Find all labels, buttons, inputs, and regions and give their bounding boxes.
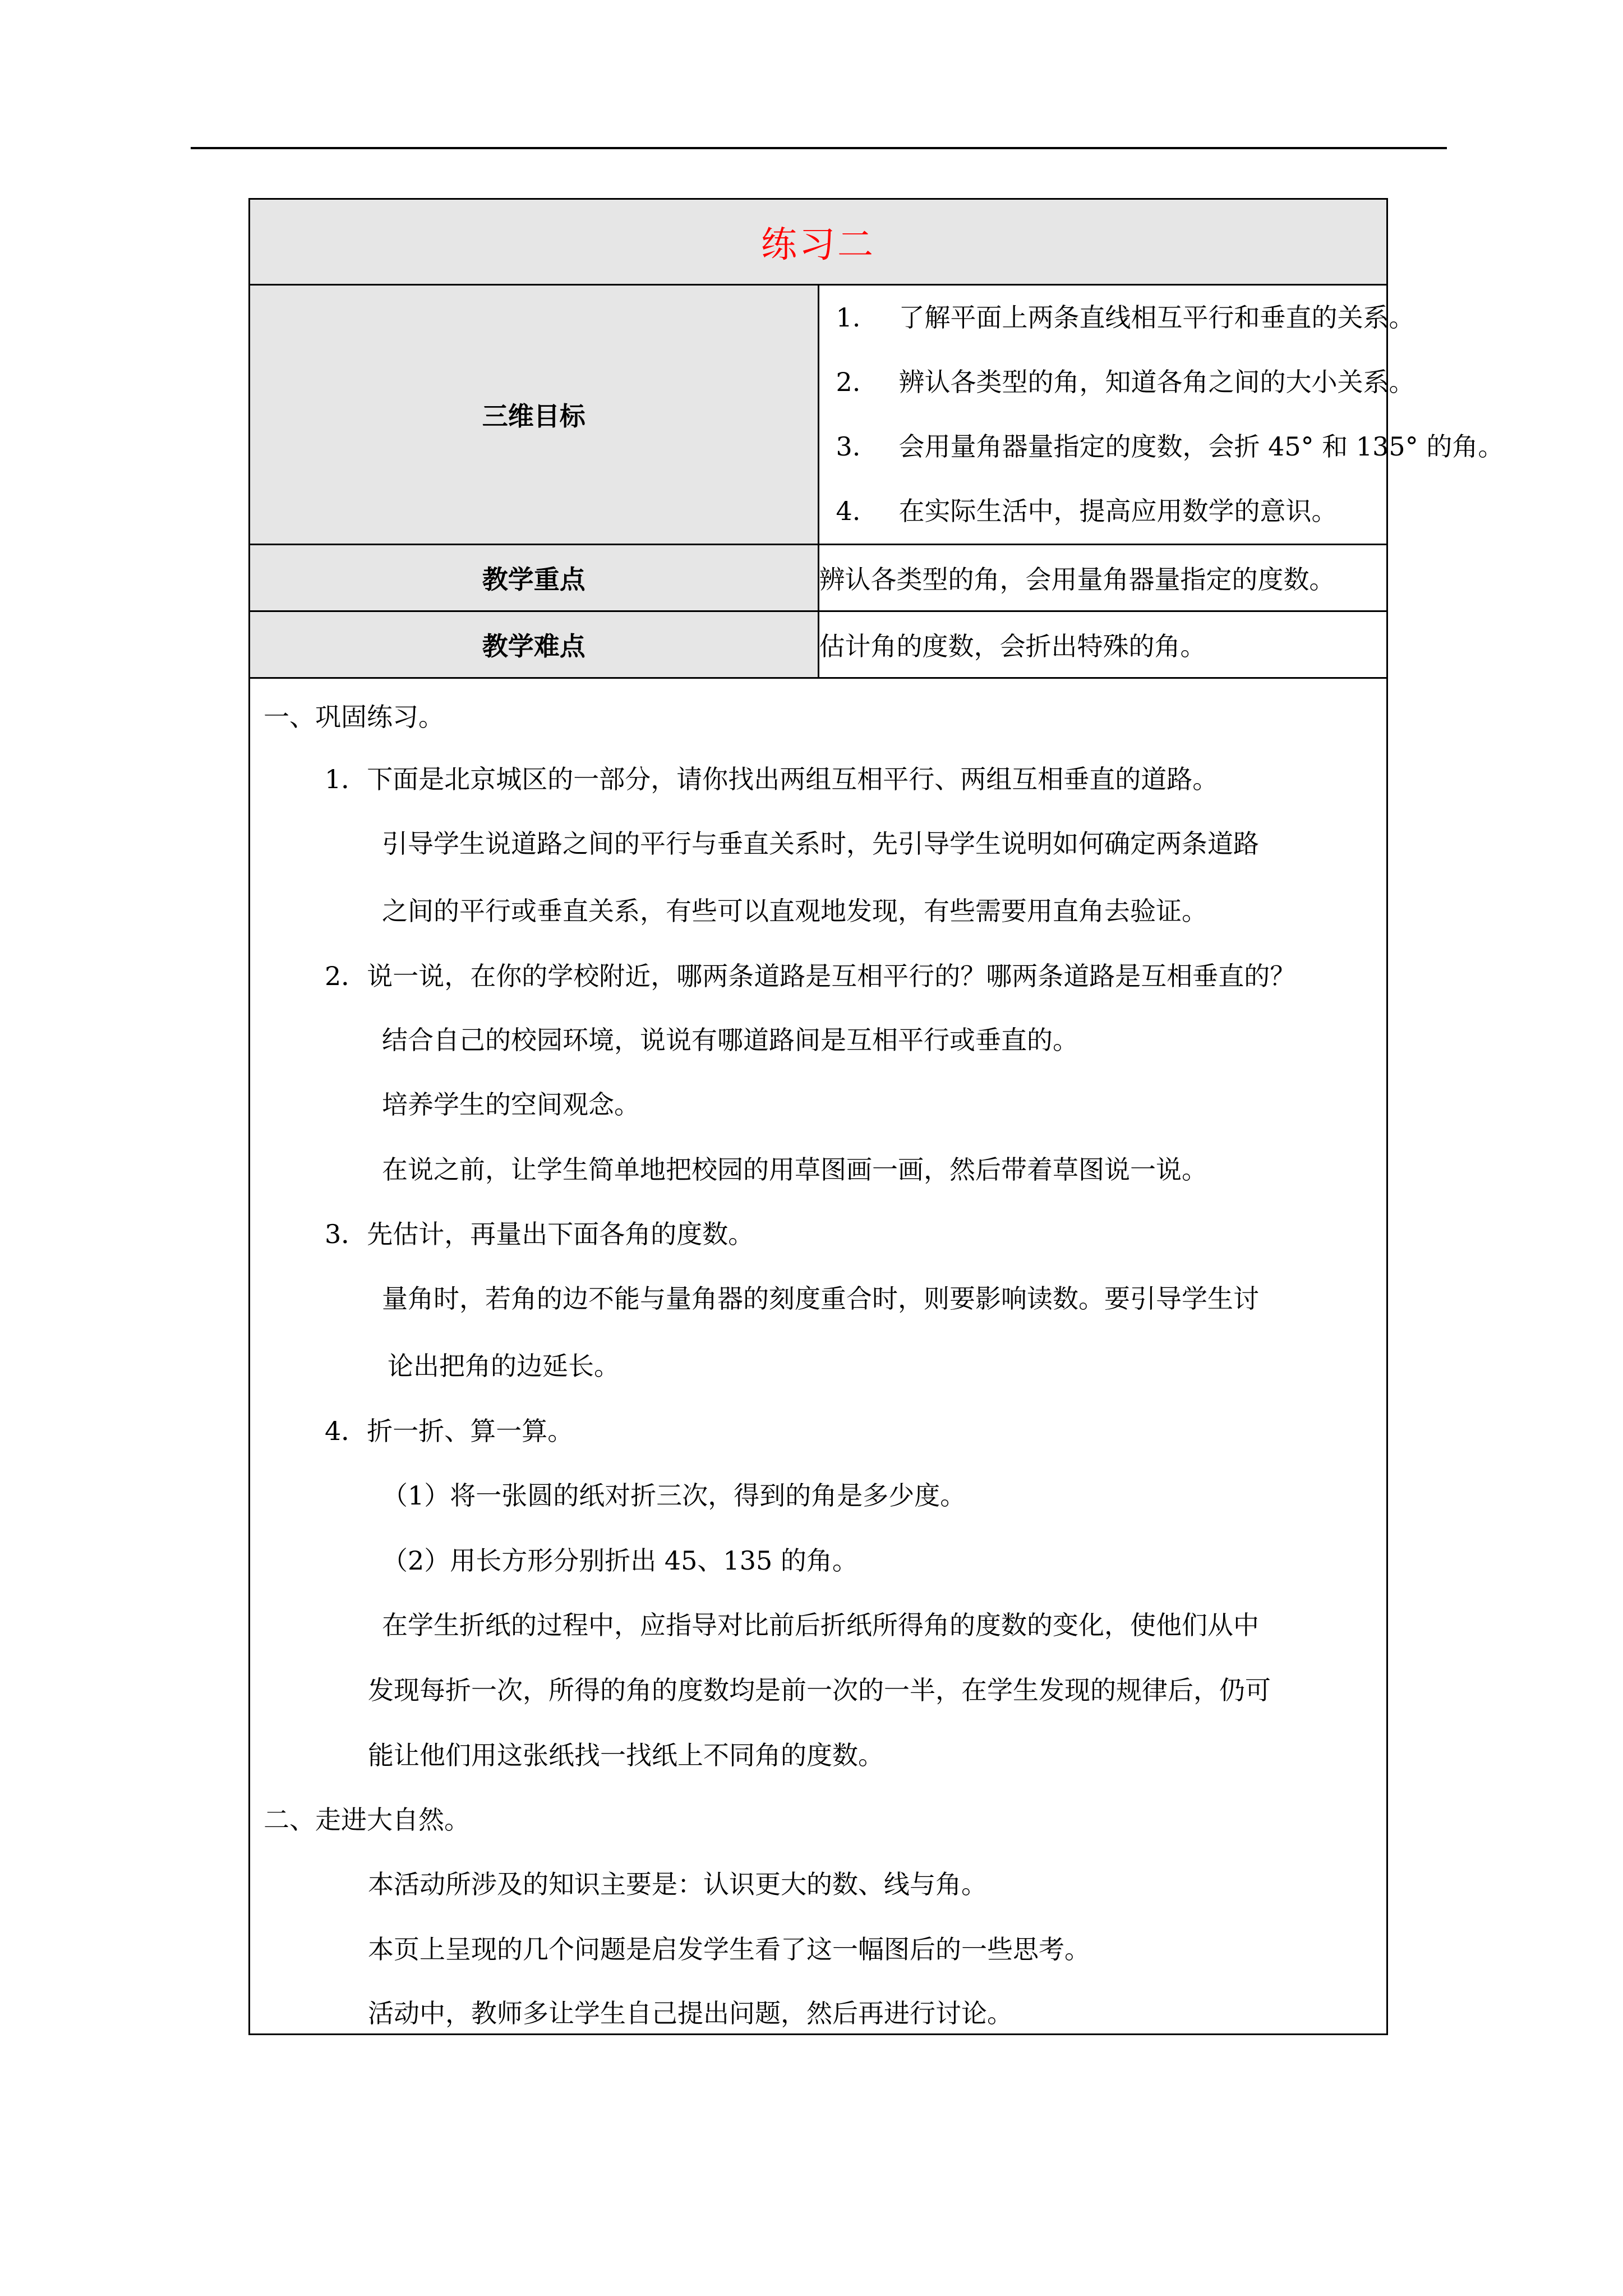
goal-number: 2. xyxy=(836,367,861,397)
body-paragraph: 之间的平行或垂直关系，有些可以直观地发现，有些需要用直角去验证。 xyxy=(382,896,1207,926)
lesson-body xyxy=(250,678,1387,2035)
goal-item xyxy=(819,286,1415,350)
goals-label: 三维目标 xyxy=(250,285,819,545)
header-rule xyxy=(191,147,1447,149)
difficulty-label: 教学难点 xyxy=(250,611,819,678)
body-paragraph: 发现每折一次，所得的角的度数均是前一次的一半，在学生发现的规律后，仍可 xyxy=(368,1675,1271,1705)
goal-text: 了解平面上两条直线相互平行和垂直的关系。 xyxy=(898,302,1415,333)
exercise-item: 2．说一说，在你的学校附近，哪两条道路是互相平行的？哪两条道路是互相垂直的？ xyxy=(325,961,1296,991)
body-paragraph: 结合自己的校园环境，说说有哪道路间是互相平行或垂直的。 xyxy=(382,1025,1078,1055)
section-heading: 二、走进大自然。 xyxy=(264,1805,470,1835)
body-paragraph: 本页上呈现的几个问题是启发学生看了这一幅图后的一些思考。 xyxy=(368,1934,1090,1964)
exercise-item: 1．下面是北京城区的一部分，请你找出两组互相平行、两组互相垂直的道路。 xyxy=(325,764,1219,794)
sub-item: （1）将一张圆的纸对折三次，得到的角是多少度。 xyxy=(382,1480,966,1511)
key-point-text: 辨认各类型的角，会用量角器量指定的度数。 xyxy=(818,545,1387,611)
lesson-table xyxy=(248,198,1504,2035)
goal-number: 3. xyxy=(836,431,861,462)
goal-item xyxy=(819,479,1387,544)
goal-number: 1. xyxy=(836,302,861,333)
body-paragraph: 本活动所涉及的知识主要是：认识更大的数、线与角。 xyxy=(368,1869,987,1899)
body-paragraph: 在学生折纸的过程中，应指导对比前后折纸所得角的度数的变化，使他们从中 xyxy=(382,1610,1259,1640)
goal-text: 会用量角器量指定的度数，会折 45° 和 135° 的角。 xyxy=(898,431,1504,462)
sub-item: （2）用长方形分别折出 45、135 的角。 xyxy=(382,1545,858,1576)
section-heading: 一、巩固练习。 xyxy=(264,702,444,732)
body-paragraph: 活动中，教师多让学生自己提出问题，然后再进行讨论。 xyxy=(368,1998,1013,2028)
body-paragraph: 量角时，若角的边不能与量角器的刻度重合时，则要影响读数。要引导学生讨 xyxy=(382,1283,1259,1314)
goal-item xyxy=(819,415,1504,479)
body-paragraph: 培养学生的空间观念。 xyxy=(382,1089,640,1120)
goal-text: 在实际生活中，提高应用数学的意识。 xyxy=(898,496,1338,526)
goal-text: 辨认各类型的角，知道各角之间的大小关系。 xyxy=(898,367,1415,397)
page-title: 练习二 xyxy=(761,224,875,266)
body-paragraph: 论出把角的边延长。 xyxy=(388,1351,620,1381)
body-paragraph: 在说之前，让学生简单地把校园的用草图画一画，然后带着草图说一说。 xyxy=(382,1154,1207,1185)
key-point-label: 教学重点 xyxy=(250,545,819,611)
goal-number: 4. xyxy=(836,496,861,526)
body-paragraph: 能让他们用这张纸找一找纸上不同角的度数。 xyxy=(368,1740,884,1770)
body-paragraph: 引导学生说道路之间的平行与垂直关系时，先引导学生说明如何确定两条道路 xyxy=(382,829,1259,859)
goals-list xyxy=(818,285,1504,545)
difficulty-text: 估计角的度数，会折出特殊的角。 xyxy=(818,611,1387,678)
exercise-item: 3．先估计，再量出下面各角的度数。 xyxy=(325,1219,754,1249)
exercise-item: 4．折一折、算一算。 xyxy=(325,1416,574,1446)
goal-item xyxy=(819,350,1415,415)
title-cell xyxy=(250,199,1387,285)
